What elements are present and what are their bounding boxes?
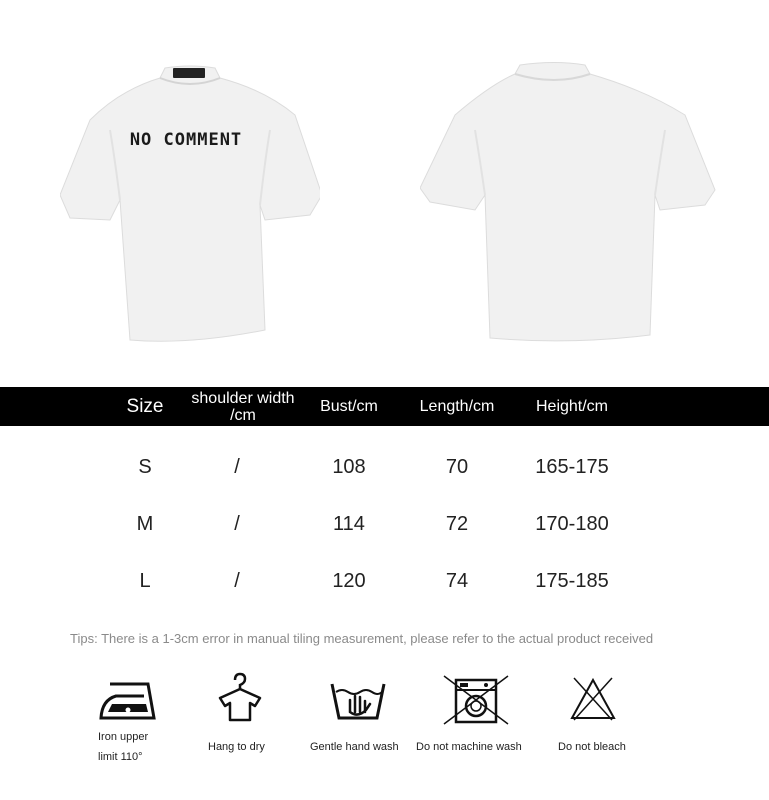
tshirt-back-shape [420, 60, 720, 345]
iron-label-line2: limit 110° [98, 751, 143, 763]
cell-bust: 108 [332, 455, 366, 478]
cell-bust: 120 [332, 569, 366, 592]
table-row [0, 447, 769, 487]
iron-icon [98, 678, 158, 724]
iron-label-line1: Iron upper [98, 731, 149, 743]
no-machine-wash-icon [440, 674, 512, 726]
tshirt-back-image [420, 60, 720, 350]
header-height: Height/cm [535, 398, 609, 415]
header-length: Length/cm [419, 398, 495, 415]
cell-size: L [139, 569, 151, 592]
hand-wash-icon [328, 676, 388, 722]
header-size: Size [126, 396, 164, 417]
table-row [0, 561, 769, 601]
header-shoulder-width [180, 387, 306, 426]
hang-label: Hang to dry [208, 741, 265, 753]
cell-length: 70 [445, 455, 469, 478]
size-chart-header [0, 387, 769, 426]
shirt-print-text: NO COMMENT [129, 130, 243, 150]
cell-length: 72 [445, 512, 469, 535]
cell-height: 175-185 [535, 569, 609, 592]
cell-bust: 114 [333, 512, 365, 535]
no-machine-wash-label: Do not machine wash [416, 741, 522, 753]
tshirt-front-shape [60, 60, 320, 345]
neck-label [173, 68, 205, 78]
header-shoulder-line1: shoulder width [191, 389, 295, 407]
measurement-tips: Tips: There is a 1-3cm error in manual tiling measurement, please refer to the actual product received [70, 631, 654, 646]
cell-shoulder: / [234, 512, 240, 535]
no-bleach-label: Do not bleach [558, 741, 626, 753]
table-row [0, 504, 769, 544]
header-bust: Bust/cm [320, 398, 378, 415]
cell-size: M [136, 512, 154, 535]
cell-length: 74 [445, 569, 469, 592]
cell-height: 165-175 [535, 455, 609, 478]
cell-shoulder: / [234, 455, 240, 478]
header-shoulder-line2: /cm [230, 406, 256, 424]
cell-shoulder: / [234, 569, 240, 592]
cell-size: S [138, 455, 152, 478]
care-instructions [0, 670, 769, 790]
no-bleach-icon [568, 674, 618, 724]
hand-wash-label: Gentle hand wash [310, 741, 399, 753]
cell-height: 170-180 [535, 512, 609, 535]
product-photos [0, 0, 769, 380]
hanger-icon [216, 672, 262, 724]
tshirt-front-image [60, 60, 320, 350]
